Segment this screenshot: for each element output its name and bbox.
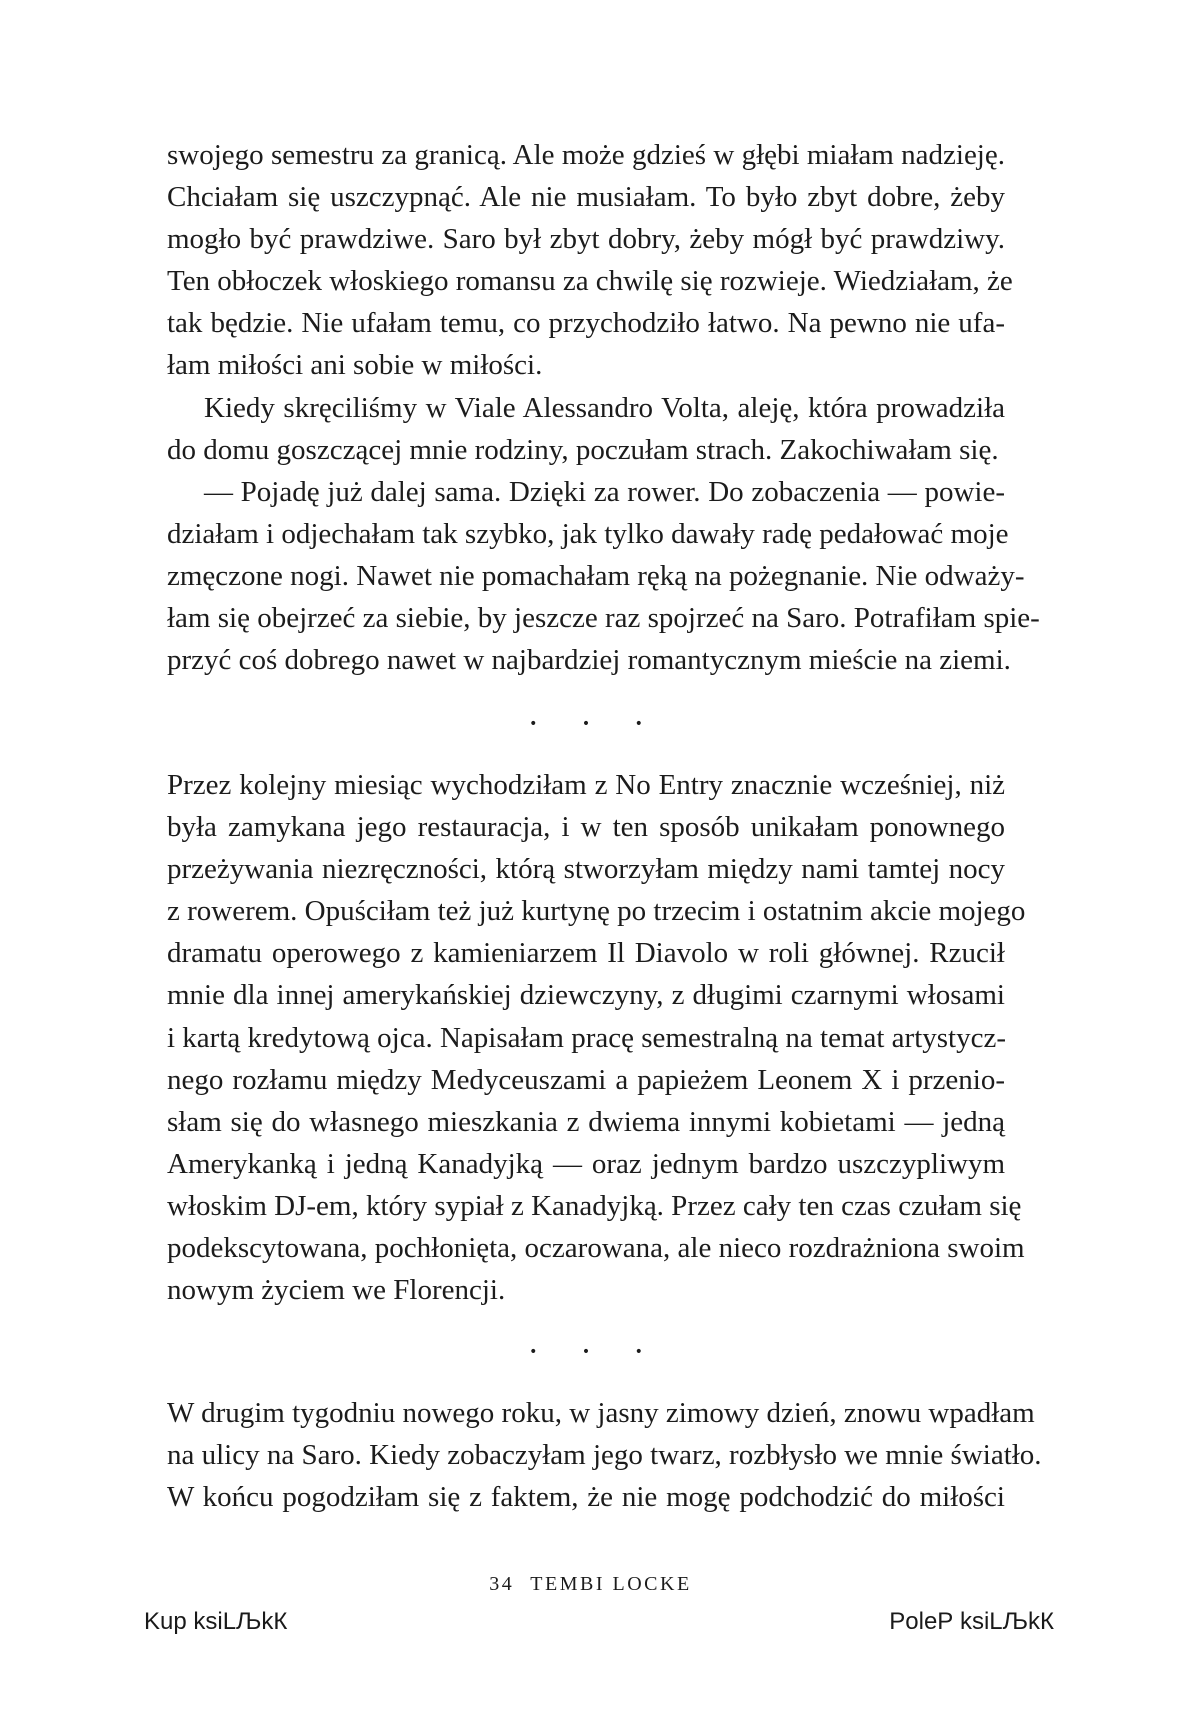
- author-name: TEMBI LOCKE: [530, 1573, 692, 1595]
- paragraph: [167, 1392, 1042, 1518]
- text-line: Przez kolejny miesiąc wychodziłam z No Entry znacznie wcześniej, niż: [167, 769, 1005, 801]
- text-line: zmęczone nogi. Nawet nie pomachałam ręką na pożegnanie. Nie odważy-: [167, 559, 1025, 592]
- text-line: nowym życiem we Florencji.: [167, 1274, 506, 1307]
- separator-dot: •: [581, 1344, 591, 1360]
- text-line: nego rozłamu między Medyceuszami a papieżem Leonem X i przenio-: [167, 1063, 1005, 1096]
- text-line: Amerykanką i jedną Kanadyjką — oraz jednym bardzo uszczypliwym: [167, 1147, 1005, 1180]
- text-line: łam miłości ani sobie w miłości.: [167, 349, 543, 382]
- separator-dot: •: [634, 716, 643, 732]
- text-line: — Pojadę już dalej sama. Dzięki za rower. Do zobaczenia — powie-: [204, 475, 1005, 508]
- text-line: łam się obejrzeć za siebie, by jeszcze raz spojrzeć na Saro. Potrafiłam spie-: [167, 602, 1040, 635]
- text-line: do domu goszczącej mnie rodziny, poczułam strach. Zakochiwałam się.: [167, 433, 999, 466]
- running-footer: [0, 1573, 1181, 1596]
- text-line: swojego semestru za granicą. Ale może gdzieś w głębi miałam nadzieję.: [167, 139, 1005, 171]
- section-separator: [167, 1344, 1005, 1360]
- text-line: przeżywania niezręczności, którą stworzyłam między nami tamtej nocy: [167, 853, 1005, 886]
- text-line: i kartą kredytową ojca. Napisałam pracę semestralną na temat artystycz-: [167, 1021, 1007, 1054]
- buy-book-link[interactable]: Kup ksiLЉkК: [144, 1608, 288, 1635]
- paragraph: [167, 134, 1013, 387]
- text-line: słam się do własnego mieszkania z dwiema innymi kobietami — jedną: [167, 1105, 1005, 1138]
- text-line: działam i odjechałam tak szybko, jak tylko dawały radę pedałować moje: [167, 517, 1009, 550]
- separator-dot: •: [581, 716, 591, 732]
- section-separator: [167, 716, 1005, 732]
- text-line: mnie dla innej amerykańskiej dziewczyny, z długimi czarnymi włosami: [167, 979, 1005, 1012]
- text-line: podekscytowana, pochłonięta, oczarowana, ale nieco rozdrażniona swoim: [167, 1232, 1025, 1265]
- text-line: W końcu pogodziłam się z faktem, że nie mogę podchodzić do miłości: [167, 1481, 1005, 1514]
- text-line: Ten obłoczek włoskiego romansu za chwilę się rozwieje. Wiedziałam, że: [167, 265, 1013, 298]
- text-line: dramatu operowego z kamieniarzem Il Diavolo w roli głównej. Rzucił: [167, 937, 1005, 970]
- separator-dot: •: [634, 1344, 643, 1360]
- paragraph: [167, 471, 1040, 681]
- text-block-2: [167, 764, 1026, 1311]
- text-line: W drugim tygodniu nowego roku, w jasny zimowy dzień, znowu wpadłam: [167, 1397, 1035, 1429]
- text-line: włoskim DJ-em, który sypiał z Kanadyjką. Przez cały ten czas czułam się: [167, 1189, 1022, 1222]
- separator-dot: •: [529, 716, 538, 732]
- text-line: przyć coś dobrego nawet w najbardziej romantycznym mieście na ziemi.: [167, 644, 1011, 677]
- text-block-1: [167, 134, 1040, 681]
- text-line: mogło być prawdziwe. Saro był zbyt dobry, żeby mógł być prawdziwy.: [167, 223, 1005, 256]
- text-line: Kiedy skręciliśmy w Viale Alessandro Volta, aleję, która prowadziła: [204, 391, 1005, 424]
- separator-dot: •: [529, 1344, 538, 1360]
- text-block-3: [167, 1392, 1042, 1518]
- page-number: 34: [489, 1573, 515, 1595]
- text-line: Chciałam się uszczypnąć. Ale nie musiałam. To było zbyt dobre, żeby: [167, 181, 1005, 214]
- text-line: była zamykana jego restauracja, i w ten sposób unikałam ponownego: [167, 811, 1005, 844]
- paragraph: [167, 764, 1026, 1311]
- text-line: tak będzie. Nie ufałam temu, co przychodziło łatwo. Na pewno nie ufa-: [167, 307, 1005, 340]
- text-line: na ulicy na Saro. Kiedy zobaczyłam jego twarz, rozbłysło we mnie światło.: [167, 1439, 1042, 1472]
- paragraph: [167, 387, 1005, 471]
- recommend-book-link[interactable]: PoleР ksiLЉkК: [889, 1608, 1054, 1635]
- text-line: z rowerem. Opuściłam też już kurtynę po trzecim i ostatnim akcie mojego: [167, 895, 1026, 928]
